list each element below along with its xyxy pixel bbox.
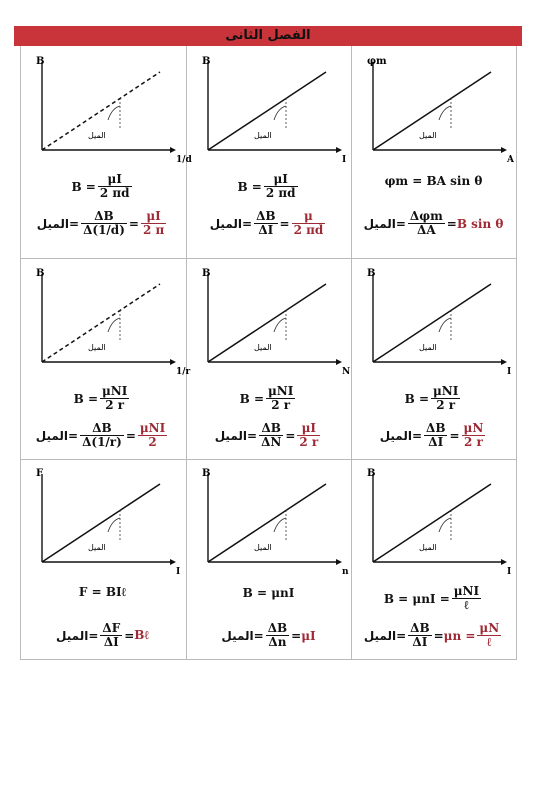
graph	[186, 462, 351, 582]
slope-value	[295, 422, 322, 449]
slope-value	[460, 422, 488, 449]
slope-formula	[20, 422, 185, 449]
equals-sign: =	[285, 428, 296, 443]
law-lhs: φm = BA sin θ	[384, 173, 483, 188]
slope-value-fraction-denominator: 2 πd	[293, 223, 324, 238]
slope-label: الميل	[88, 343, 106, 352]
slope-value-fraction-denominator: 2 r	[464, 435, 483, 450]
law-fraction	[264, 173, 298, 200]
slope-value	[139, 210, 168, 237]
law-formula	[20, 585, 185, 600]
formula-cell	[351, 462, 516, 667]
formula-cell	[186, 50, 351, 255]
equals-sign: =	[449, 428, 460, 443]
law-fraction-denominator: 2 r	[105, 398, 125, 413]
equals-sign: =	[433, 628, 444, 643]
slope-ratio-denominator: ΔN	[261, 435, 282, 450]
grid-line	[20, 258, 517, 259]
graph	[20, 462, 185, 582]
y-axis-label: φm	[367, 56, 387, 67]
law-formula	[20, 385, 185, 412]
slope-label: الميل	[254, 543, 272, 552]
slope-value	[444, 622, 504, 649]
slope-value-text: Bℓ	[134, 628, 149, 643]
slope-word: الميل	[35, 428, 69, 443]
equals-sign: =	[242, 216, 253, 231]
x-axis-label: 1/r	[176, 367, 191, 377]
graph	[186, 50, 351, 170]
law-formula	[186, 173, 351, 200]
slope-formula	[186, 210, 351, 237]
formula-cell	[351, 50, 516, 255]
slope-value-fraction-numerator: μN	[479, 621, 500, 635]
law-formula	[186, 585, 351, 600]
slope-value	[301, 628, 315, 643]
slope-ratio-numerator: ΔB	[256, 209, 276, 223]
law-fraction	[452, 585, 481, 612]
formula-cell	[20, 50, 192, 255]
x-axis-arrow	[170, 147, 176, 153]
slope-arc	[274, 318, 286, 332]
y-axis-label: B	[202, 268, 211, 279]
slope-formula	[351, 210, 516, 237]
x-axis-label: I	[342, 155, 347, 165]
slope-arc	[108, 518, 120, 532]
x-axis-label: n	[342, 567, 349, 577]
equals-sign: =	[124, 628, 135, 643]
law-fraction-denominator: 2 πd	[99, 186, 130, 201]
law-formula	[351, 173, 516, 188]
slope-ratio-denominator: Δ(1/d)	[83, 223, 125, 238]
law-fraction	[266, 385, 295, 412]
slope-ratio-numerator: Δφm	[409, 209, 443, 223]
graph	[20, 262, 191, 382]
formula-cell	[186, 262, 351, 467]
slope-label: الميل	[419, 131, 437, 140]
slope-ratio-denominator: ΔI	[428, 435, 444, 450]
y-axis-label: B	[202, 56, 211, 67]
graph	[351, 50, 516, 170]
law-fraction-numerator: μNI	[268, 384, 294, 398]
law-lhs: B =	[404, 391, 429, 406]
equals-sign: =	[253, 628, 264, 643]
equals-sign: =	[411, 428, 423, 443]
x-axis-arrow	[336, 559, 342, 565]
slope-value-text: μI	[301, 628, 316, 643]
slope-value-fraction-denominator: 2	[148, 435, 157, 450]
law-fraction-denominator: 2 r	[271, 398, 291, 413]
graph	[351, 462, 516, 582]
equals-sign: =	[279, 216, 290, 231]
chapter-header: الفصل الثانى	[14, 26, 522, 46]
graph	[351, 262, 516, 382]
slope-ratio	[408, 622, 431, 649]
slope-value-text: B sin θ	[456, 216, 504, 231]
formula-cell	[351, 262, 516, 467]
slope-ratio	[259, 422, 283, 449]
slope-value-text: μn =	[443, 628, 476, 643]
slope-value-fraction-numerator: μI	[141, 210, 166, 224]
slope-label: الميل	[419, 343, 437, 352]
slope-word: الميل	[56, 628, 89, 643]
slope-formula	[186, 422, 351, 449]
slope-value-fraction-numerator: μNI	[139, 421, 166, 435]
y-axis-label: B	[202, 468, 211, 479]
equals-sign: =	[291, 628, 302, 643]
slope-label: الميل	[88, 543, 106, 552]
slope-value-fraction-numerator: μN	[463, 421, 484, 435]
equals-sign: =	[396, 628, 407, 643]
slope-ratio-numerator: ΔF	[102, 621, 121, 635]
slope-arc	[274, 106, 286, 120]
slope-ratio-numerator: ΔB	[259, 422, 283, 436]
slope-ratio-denominator: Δn	[268, 635, 287, 650]
slope-ratio-denominator: Δ(1/r)	[82, 435, 122, 450]
law-lhs: B =	[239, 391, 264, 406]
slope-value	[290, 210, 328, 237]
x-axis-arrow	[170, 359, 176, 365]
slope-ratio-numerator: ΔB	[81, 210, 127, 224]
slope-ratio-numerator: ΔB	[410, 621, 430, 635]
slope-value-fraction	[462, 422, 486, 449]
slope-ratio-numerator: ΔB	[426, 421, 446, 435]
slope-ratio-numerator: ΔB	[267, 621, 288, 635]
slope-ratio	[81, 210, 127, 237]
slope-value-fraction-denominator: 2 π	[142, 223, 165, 238]
equals-sign: =	[247, 428, 258, 443]
law-fraction-denominator: 2 r	[436, 398, 456, 413]
slope-formula	[186, 622, 351, 649]
slope-value-fraction	[477, 622, 501, 649]
slope-word: الميل	[379, 428, 412, 443]
x-axis-label: I	[507, 567, 512, 577]
law-lhs: B =	[73, 391, 98, 406]
x-axis-label: N	[342, 367, 351, 377]
slope-ratio	[100, 622, 122, 649]
grid-line	[516, 46, 517, 660]
slope-value-fraction-numerator: μI	[297, 422, 320, 436]
slope-word: الميل	[214, 428, 247, 443]
slope-value	[134, 628, 149, 643]
slope-value	[136, 422, 169, 449]
slope-ratio-denominator: ΔI	[103, 635, 119, 650]
x-axis-label: 1/d	[176, 155, 192, 165]
slope-word: الميل	[209, 216, 242, 231]
slope-word: الميل	[363, 216, 396, 231]
slope-ratio	[254, 210, 277, 237]
law-formula	[351, 585, 516, 612]
graph	[20, 50, 192, 170]
law-fraction-numerator: μI	[264, 173, 298, 187]
y-axis-label: B	[367, 468, 376, 479]
slope-arc	[274, 518, 286, 532]
law-lhs: F = BIℓ	[78, 585, 127, 599]
slope-arc	[439, 106, 451, 120]
slope-formula	[20, 622, 185, 649]
law-fraction-numerator: μNI	[453, 584, 480, 598]
law-lhs: B =	[71, 179, 96, 194]
x-axis-label: I	[176, 567, 181, 577]
slope-value-fraction	[297, 422, 320, 449]
slope-value-fraction-denominator: 2 r	[299, 435, 319, 450]
slope-label: الميل	[88, 131, 106, 140]
law-formula	[20, 173, 185, 200]
law-lhs: B =	[237, 179, 262, 194]
slope-value-fraction-numerator: μ	[292, 210, 326, 224]
law-fraction-numerator: μI	[98, 173, 132, 187]
y-axis-label: B	[36, 56, 45, 67]
equals-sign: =	[395, 216, 406, 231]
law-fraction	[98, 173, 132, 200]
slope-ratio-denominator: ΔI	[412, 635, 428, 650]
slope-ratio-denominator: ΔI	[258, 223, 274, 238]
slope-label: الميل	[254, 343, 272, 352]
slope-value-fraction	[292, 210, 326, 237]
slope-arc	[439, 518, 451, 532]
x-axis-arrow	[501, 559, 507, 565]
x-axis-arrow	[336, 359, 342, 365]
law-fraction-denominator: ℓ	[464, 598, 469, 613]
slope-value	[457, 216, 504, 231]
equals-sign: =	[128, 216, 139, 231]
slope-arc	[108, 318, 120, 332]
slope-ratio	[424, 422, 447, 449]
slope-arc	[108, 106, 120, 120]
x-axis-arrow	[501, 147, 507, 153]
x-axis-arrow	[336, 147, 342, 153]
x-axis-label: A	[507, 155, 514, 165]
equals-sign: =	[446, 216, 457, 231]
slope-ratio	[408, 210, 445, 237]
slope-value-fraction-denominator: ℓ	[487, 635, 492, 650]
formula-cell	[186, 462, 351, 667]
equals-sign: =	[88, 628, 99, 643]
x-axis-arrow	[501, 359, 507, 365]
formula-grid	[20, 46, 517, 660]
law-fraction-numerator: μNI	[102, 384, 128, 398]
slope-formula	[351, 622, 516, 649]
slope-formula	[351, 422, 516, 449]
law-formula	[186, 385, 351, 412]
law-fraction-numerator: μNI	[433, 384, 459, 398]
slope-formula	[20, 210, 185, 237]
slope-ratio-numerator: ΔB	[80, 422, 124, 436]
slope-ratio	[266, 622, 289, 649]
law-fraction-denominator: 2 πd	[265, 186, 296, 201]
slope-word: الميل	[36, 216, 70, 231]
formula-cell	[20, 262, 191, 467]
y-axis-label: F	[36, 468, 44, 479]
formula-cell	[20, 462, 185, 667]
y-axis-label: B	[367, 268, 376, 279]
x-axis-label: I	[507, 367, 512, 377]
slope-value-fraction	[138, 422, 167, 449]
slope-word: الميل	[363, 628, 397, 643]
law-fraction	[100, 385, 129, 412]
equals-sign: =	[69, 216, 80, 231]
law-fraction	[431, 385, 460, 412]
slope-label: الميل	[419, 543, 437, 552]
slope-ratio	[80, 422, 124, 449]
law-formula	[351, 385, 516, 412]
x-axis-arrow	[170, 559, 176, 565]
y-axis-label: B	[36, 268, 45, 279]
equals-sign: =	[68, 428, 79, 443]
slope-word: الميل	[221, 628, 254, 643]
slope-ratio-denominator: ΔA	[417, 223, 436, 238]
slope-value-fraction	[141, 210, 166, 237]
law-lhs: B = μnI	[242, 585, 295, 600]
slope-arc	[439, 318, 451, 332]
graph	[186, 262, 351, 382]
slope-label: الميل	[254, 131, 272, 140]
law-lhs: B = μnI =	[383, 591, 450, 606]
equals-sign: =	[125, 428, 136, 443]
